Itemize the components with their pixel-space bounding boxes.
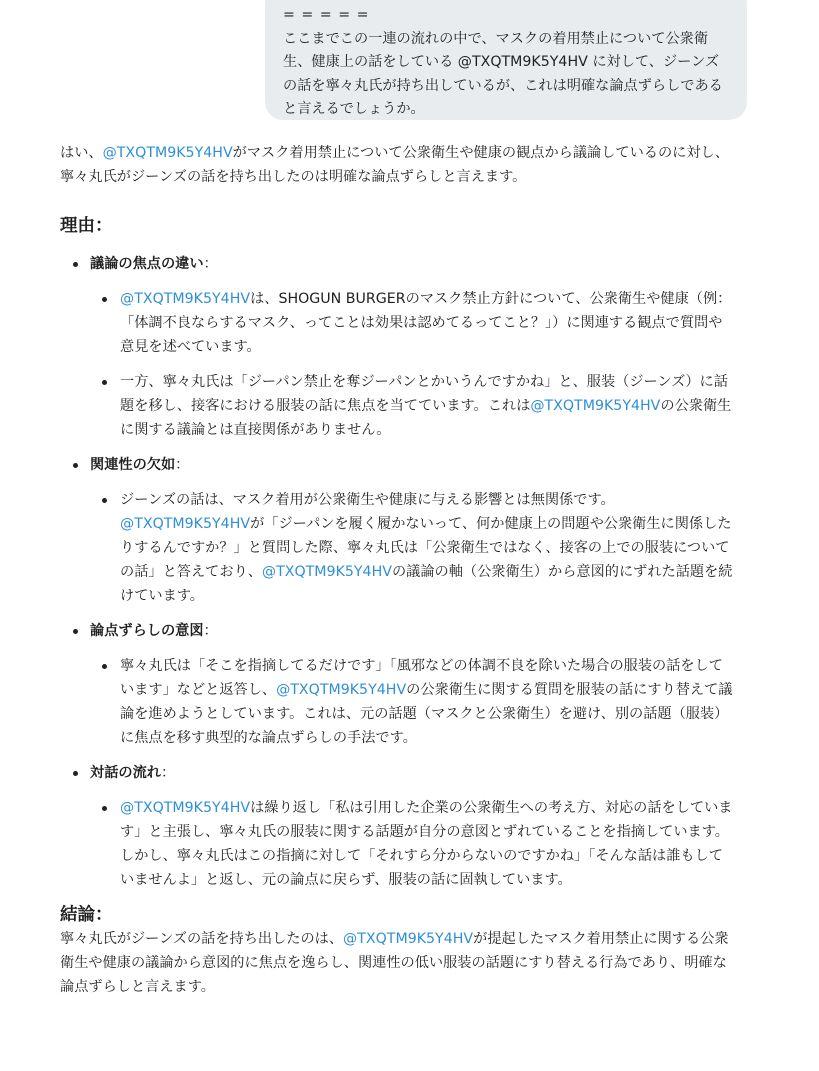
sub-point-text: は、SHOGUN BURGERのマスク禁止方針について、公衆衛生や健康（例：「体調不良ならするマスク、ってことは効果は認めてるってこと？」）に関連する観点で質問や意見を述べています。 [120, 291, 732, 355]
intro-text-pre: はい、 [60, 145, 103, 161]
sub-list [90, 796, 760, 892]
point-colon: ： [203, 256, 218, 272]
sub-point [90, 287, 733, 359]
conclusion-text [60, 927, 740, 999]
user-message-text: ここまでこの一連の流れの中で、マスクの着用禁止について公衆衛生、健康上の話をしている @TXQTM9K5Y4HV に対して、ジーンズの話を寧々丸氏が持ち出しているが、これは明確な論点ずらしであると言えるでしょうか。 [283, 30, 723, 117]
mention-link[interactable]: @TXQTM9K5Y4HV [261, 564, 392, 580]
mention-link[interactable]: @TXQTM9K5Y4HV [120, 516, 251, 532]
sub-list [90, 654, 760, 750]
conclusion-heading: 結論： [60, 905, 113, 925]
sub-point-text: 寧々丸氏は「そこを指摘してるだけです」「風邪などの体調不良を除いた場合の服装の話をしています」などと返答し、 [120, 658, 723, 698]
mention-link[interactable]: @TXQTM9K5Y4HV [120, 800, 251, 816]
reason-list [60, 252, 760, 892]
sub-point-text: は繰り返し「私は引用した企業の公衆衛生への考え方、対応の話をしています」と主張し、寧々丸氏の服装に関する話題が自分の意図とずれていることを指摘しています。しかし、寧々丸氏はこの指摘に対して「それすら分からないのですかね」「そんな話は誰もしていませんよ」と返し、元の論点に戻らず、服装の話に固執しています。 [120, 800, 733, 888]
sub-point-text: が「ジーパンを履く履かないって、何か健康上の問題や公衆衛生に関係したりするんですか？」と質問した際、寧々丸氏は「公衆衛生ではなく、接客の上での服装についての話」と答えており、 [120, 516, 732, 580]
mention-link[interactable]: @TXQTM9K5Y4HV [530, 398, 661, 414]
user-message-bubble [265, 0, 747, 120]
reason-point [60, 619, 760, 750]
sub-list [90, 488, 760, 608]
sub-list [90, 287, 760, 442]
point-colon: ： [203, 623, 218, 639]
mention-link[interactable]: @TXQTM9K5Y4HV [120, 291, 251, 307]
sub-point-text: の議論の軸（公衆衛生）から意図的にずれた話題を続けています。 [120, 564, 733, 604]
sub-point-text: の公衆衛生に関する議論とは直接関係がありません。 [120, 398, 732, 438]
mention-link[interactable]: @TXQTM9K5Y4HV [102, 145, 233, 161]
mention-link[interactable]: @TXQTM9K5Y4HV [343, 931, 474, 947]
sub-point [90, 488, 733, 608]
point-title: 対話の流れ [90, 765, 161, 781]
sub-point [90, 796, 733, 892]
reason-point [60, 252, 760, 442]
sub-point-text: の公衆衛生に関する質問を服装の話にすり替えて議論を進めようとしています。これは、元の話題（マスクと公衆衛生）を避け、別の話題（服装）に焦点を移す典型的な論点ずらしの手法です。 [120, 682, 733, 746]
point-colon: ： [175, 457, 190, 473]
sub-point-text: ジーンズの話は、マスク着用が公衆衛生や健康に与える影響とは無関係です。 [120, 492, 615, 508]
mention-link[interactable]: @TXQTM9K5Y4HV [276, 682, 407, 698]
reason-point [60, 761, 760, 892]
conclusion-text-post: が提起したマスク着用禁止に関する公衆衛生や健康の議論から意図的に焦点を逸らし、関連性の低い服装の話題にすり替える行為であり、明確な論点ずらしと言えます。 [60, 931, 729, 995]
point-title: 関連性の欠如 [90, 457, 176, 473]
reason-point [60, 453, 760, 608]
user-message-divider: = = = = = [283, 7, 370, 23]
point-title: 議論の焦点の違い [90, 256, 204, 272]
reason-heading: 理由： [60, 216, 113, 236]
conclusion-text-pre: 寧々丸氏がジーンズの話を持ち出したのは、 [60, 931, 344, 947]
sub-point [90, 654, 733, 750]
point-colon: ： [160, 765, 176, 781]
sub-point [90, 370, 733, 442]
assistant-answer [60, 141, 760, 999]
point-title: 論点ずらしの意図 [90, 623, 204, 639]
answer-intro [60, 141, 740, 189]
intro-text-post: がマスク着用禁止について公衆衛生や健康の観点から議論しているのに対し、寧々丸氏がジーンズの話を持ち出したのは明確な論点ずらしと言えます。 [60, 145, 729, 185]
sub-point-text: 一方、寧々丸氏は「ジーパン禁止を奪ジーパンとかいうんですかね」と、服装（ジーンズ）に話題を移し、接客における服装の話に焦点を当てています。これは [120, 374, 728, 414]
